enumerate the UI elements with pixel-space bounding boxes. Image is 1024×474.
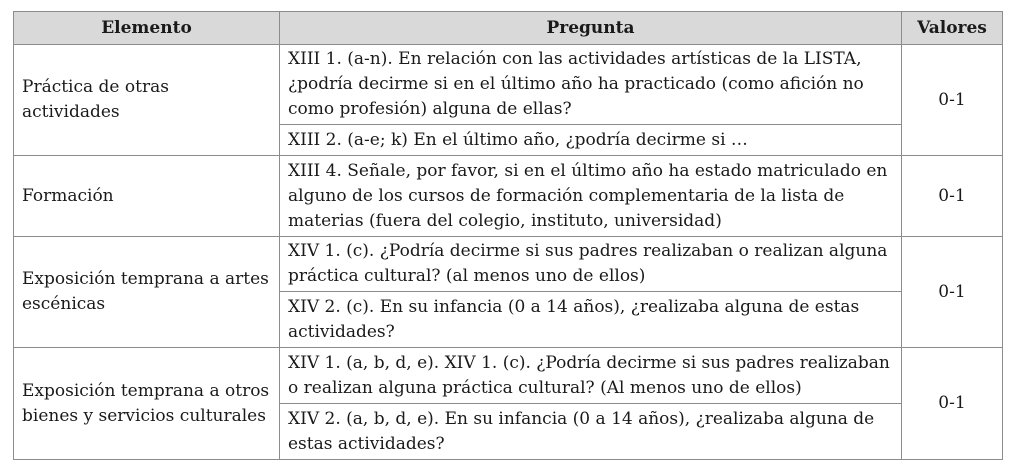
valores-cell: 0-1	[902, 45, 1003, 156]
header-pregunta: Pregunta	[280, 12, 902, 45]
pregunta-cell: XIV 1. (c). ¿Podría decirme si sus padres realizaban o realizan alguna práctica cultural? (al menos uno de ellos)	[280, 237, 902, 292]
questionnaire-table	[13, 11, 1003, 460]
elemento-cell: Exposición temprana a artes escénicas	[14, 237, 280, 348]
table-header	[14, 12, 1003, 45]
elemento-cell: Práctica de otras actividades	[14, 45, 280, 156]
pregunta-cell: XIV 1. (a, b, d, e). XIV 1. (c). ¿Podría decirme si sus padres realizaban o realizan alguna práctica cultural? (Al menos uno de ellos)	[280, 348, 902, 404]
header-elemento: Elemento	[14, 12, 280, 45]
valores-cell: 0-1	[902, 348, 1003, 460]
elemento-cell: Exposición temprana a otros bienes y servicios culturales	[14, 348, 280, 460]
pregunta-cell: XIII 4. Señale, por favor, si en el último año ha estado matriculado en alguno de los cursos de formación complementaria de la lista de materias (fuera del colegio, instituto, universidad)	[280, 156, 902, 237]
header-valores: Valores	[902, 12, 1003, 45]
pregunta-cell: XIII 1. (a-n). En relación con las actividades artísticas de la LISTA, ¿podría decirme si en el último año ha practicado (como afición no como profesión) alguna de ellas?	[280, 45, 902, 125]
header-row	[14, 12, 1003, 45]
table-row	[14, 348, 1003, 404]
table-row	[14, 156, 1003, 237]
table-body	[14, 45, 1003, 460]
valores-cell: 0-1	[902, 156, 1003, 237]
pregunta-cell: XIV 2. (a, b, d, e). En su infancia (0 a 14 años), ¿realizaba alguna de estas actividades?	[280, 404, 902, 460]
pregunta-cell: XIII 2. (a-e; k) En el último año, ¿podría decirme si …	[280, 125, 902, 156]
pregunta-cell: XIV 2. (c). En su infancia (0 a 14 años), ¿realizaba alguna de estas actividades?	[280, 292, 902, 348]
table-row	[14, 45, 1003, 125]
elemento-cell: Formación	[14, 156, 280, 237]
valores-cell: 0-1	[902, 237, 1003, 348]
table-row	[14, 237, 1003, 292]
